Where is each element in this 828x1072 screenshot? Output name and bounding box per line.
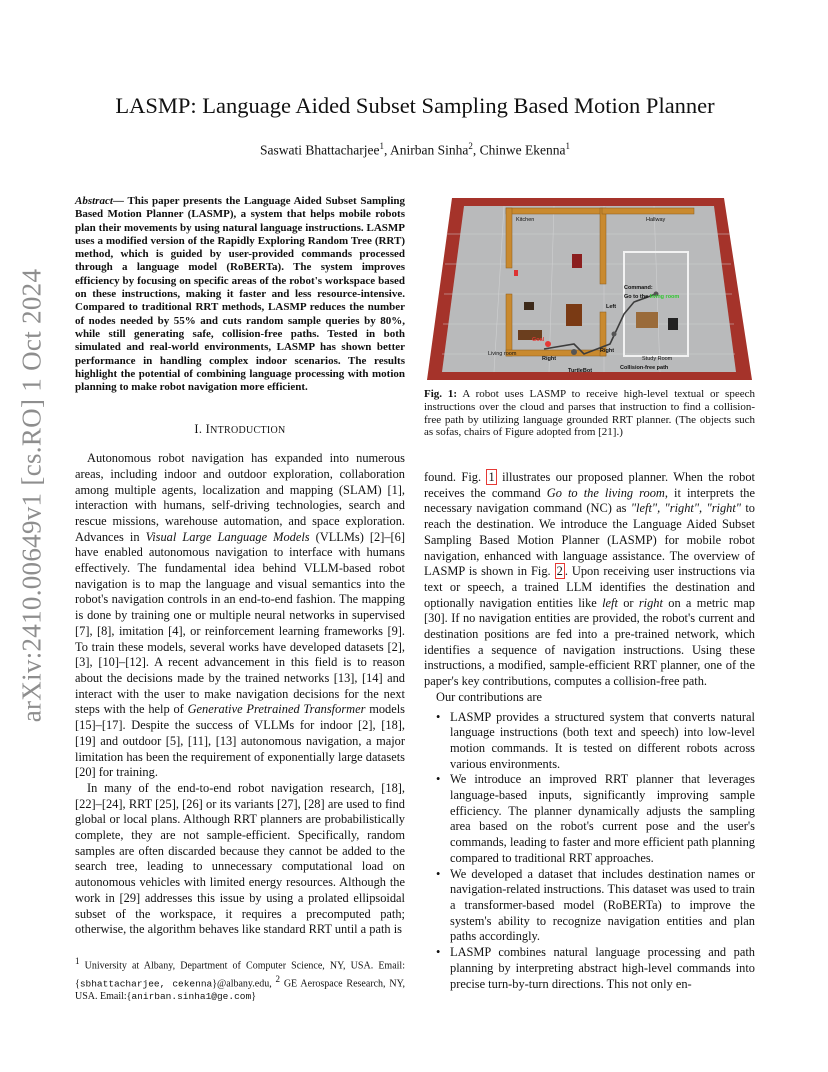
label-right-lower: Right xyxy=(542,356,557,362)
intro-text: (VLLMs) [2]–[6] have enabled autonomous navigation to interface with humans effectively. The fundamental idea behind VLLM-based robot navigation is to map the language and visual semantics into the robot's navigation controls in an end-to-end fashion. The mapping is done by training one or multiple neural networks in supervised [7], [8], imitation [4], or reinforcement learning frameworks [9]. To train these models, several works have developed datasets [2], [3], [10]–[12]. A recent advancement in this field is to reason about the decisions made by the trained networks [13], [14] and interact with the user to make navigation decisions for the next steps with the help of xyxy=(75,529,405,717)
footnote-text: University at Albany, Department of Computer Science, NY, USA. Email:{ xyxy=(75,960,405,990)
label-turtlebot: TurtleBot xyxy=(568,368,593,374)
footnote-mark: 2 xyxy=(275,973,281,984)
footnote-email: sbhattacharjee, cekenna xyxy=(79,978,213,990)
arxiv-stamp-text: arXiv:2410.00649v1 [cs.RO] 1 Oct 2024 xyxy=(16,268,47,722)
nc-emphasis: "left", "right", "right" xyxy=(630,501,741,516)
body-text: . Upon receiving user instructions via text or speech, a trained LLM identifies the destination and optionally navigation entities like xyxy=(424,564,755,610)
command-emphasis: Go to the living room xyxy=(546,485,665,500)
abstract-text: — This paper presents the Language Aided Subset Sampling Based Motion Planner (LASMP), a system that helps mobile robots plan their movements by using natural language instructions. LASMP uses a modified version of the Rapidly Exploring Random Tree (RRT) method, which is guided by user-provided commands processed through a language model (RoBERTa). The system improves efficiency by focusing on specific areas of the robot's workspace based on these instructions, making it faster and less resource-intensive. Compared to traditional RRT methods, LASMP reduces the number of nodes needed by 55% and cuts random sample queries by 80%, while still generating safe, collision-free paths. Tested in both simulated and real-world environments, LASMP has shown better performance in handling complex indoor scenarios. The results highlight the potential of combining language processing with motion planning to make robot navigation more efficient. xyxy=(75,195,405,394)
author-affiliation: 1 xyxy=(379,141,385,151)
section-heading xyxy=(75,422,405,439)
abstract xyxy=(75,195,405,394)
body-text: to reach the destination. We introduce the Language Aided Subset Sampling Based Motion Planner (LASMP) for mobile robot navigation, enhanced with language assistance. The overview of LASMP is shown in Fig. xyxy=(424,501,755,579)
author-name: Chinwe Ekenna xyxy=(479,142,566,158)
footnote-text: }@albany.edu, xyxy=(212,978,276,990)
label-right-upper: Right xyxy=(600,348,615,354)
body-text: , it interprets the necessary navigation command (NC) as xyxy=(424,485,755,516)
contribution-item: • We introduce an improved RRT planner that leverages language-based inputs, significantly improving sample efficiency. The planner dynamically adjusts the sampling area based on the robot's current pose and the user's commands, leading to faster and more efficient path planning compared to traditional RRT approaches. xyxy=(424,772,755,866)
contribution-item: • LASMP combines natural language processing and path planning by interpreting abstract high-level commands into precise turn-by-turn directions. This not only en- xyxy=(424,945,755,992)
label-hallway: Hallway xyxy=(646,217,666,223)
floor xyxy=(442,206,736,372)
author-name: Anirban Sinha xyxy=(390,142,469,158)
footnote-text: } xyxy=(251,990,257,1002)
arxiv-stamp xyxy=(16,268,47,722)
figure-caption xyxy=(424,388,755,439)
caption-text: A robot uses LASMP to receive high-level textual or speech instructions over the cloud and parses that instruction to find a collision-free path by utilizing language grounded RRT planner. (The objects such as sofas, chairs of Figure adopted from [21].) xyxy=(424,388,755,439)
intro-paragraph-1 xyxy=(75,451,405,781)
contribution-item: • LASMP provides a structured system that converts natural language instructions (both text and speech) into low-level motion commands. It is tested on different robots across various environments. xyxy=(424,710,755,773)
footnote-email: anirban.sinha1@ge.com xyxy=(131,990,252,1002)
label-command-text: Go to the living room xyxy=(624,294,680,300)
author-name: Saswati Bhattacharjee xyxy=(259,142,380,158)
body-text: on a metric map [30]. If no navigation entities are provided, the robot's current and destination positions are fed into a pre-trained network, which identifies a sequence of navigation instructions. Using these instructions, a modified, sample-efficient RRT planner, one of the paper's key contributions, computes a collision-free path. xyxy=(424,595,755,689)
contribution-item: • We developed a dataset that includes destination names or navigation-related instructions. This dataset was used to train a transformer-based model (RoBERTa) to improve the system's ability to recognize navigation entities and plan paths accordingly. xyxy=(424,867,755,946)
label-command-title: Command: xyxy=(624,285,653,291)
section-rest: NTRODUCTION xyxy=(210,425,286,437)
footnote-mark: 1 xyxy=(75,956,80,966)
intro-emphasis: Visual Large Language Models xyxy=(145,529,310,544)
intro-emphasis: Generative Pretrained Transformer xyxy=(187,702,366,717)
contributions-intro: Our contributions are xyxy=(436,689,542,704)
author-affiliation: 1 xyxy=(565,141,571,151)
figure-link[interactable]: 2 xyxy=(556,564,563,579)
right-column xyxy=(424,470,755,992)
section-number: I. xyxy=(194,422,203,437)
label-path: Collision-free path xyxy=(620,365,669,371)
left-column xyxy=(75,195,405,938)
intro-paragraph-2: In many of the end-to-end robot navigation research, [18], [22]–[24], RRT [25], [26] or its variants [27], [28] are used to find global or local plans. Although RRT planners are probabilistically complete, they are not sample-efficient. Specifically, random samples are often discarded because they cannot be added to the search tree, leading to unnecessary computational load on autonomous vehicles with limited energy resources. Although the work in [29] addresses this issue by using a prolated ellipsoidal subset of the workspace, it requires a precomputed path; otherwise, the algorithm behaves like standard RRT until a path is xyxy=(75,780,405,937)
contribution-list xyxy=(424,710,755,993)
figure-1 xyxy=(424,194,755,380)
label-living-room: Living room xyxy=(488,351,517,357)
footnote xyxy=(75,955,405,1003)
body-text: illustrates our proposed planner. When the robot receives the command xyxy=(424,470,755,500)
body-text: found. Fig. xyxy=(424,470,487,484)
paper-title: LASMP: Language Aided Subset Sampling Based Motion Planner xyxy=(115,93,715,118)
caption-label: Fig. 1: xyxy=(424,388,458,400)
figure-illustration xyxy=(424,194,755,380)
body-text: or xyxy=(617,595,639,610)
author-affiliation: 2 xyxy=(468,141,473,151)
label-study-room: Study Room xyxy=(642,356,673,362)
intro-text: Autonomous robot navigation has expanded into numerous areas, including indoor and outdoor exploration, collaboration among multiple agents, localization and mapping (SLAM) [1], interaction with humans, self-driving technologies, search and rescue missions, warehouse automation, and space exploration. Advances in xyxy=(75,451,405,544)
label-kitchen: Kitchen xyxy=(516,217,535,223)
entity-emphasis: right xyxy=(638,595,663,610)
label-goal: Goal xyxy=(532,337,545,343)
right-paragraph-1 xyxy=(424,470,755,690)
label-left: Left xyxy=(606,304,617,310)
goal-marker xyxy=(545,341,551,347)
abstract-label: Abstract xyxy=(75,195,113,207)
figure-link[interactable]: 1 xyxy=(488,470,495,484)
entity-emphasis: left xyxy=(602,595,618,610)
footnote-text: GE Aerospace Research, NY, USA. Email:{ xyxy=(75,978,406,1002)
section-initial: I xyxy=(205,422,211,437)
intro-text: models [15]–[17]. Despite the success of VLLMs for indoor [2], [18], [19] and outdoor [5], [11], [13] autonomous navigation, a major limitation has been the requirement of exponentially large datasets [20] for training. xyxy=(75,702,405,780)
author-list: Saswati Bhattacharjee$^1$, Anirban Sinha$^2$, Chinwe Ekenna$^1$ xyxy=(259,141,571,158)
